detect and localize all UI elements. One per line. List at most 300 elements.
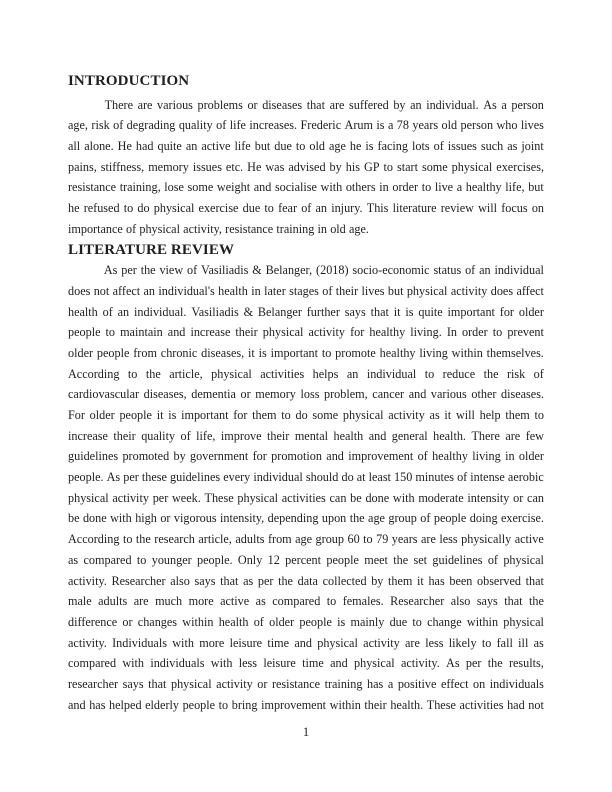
word: with — [110, 511, 132, 526]
word: that — [148, 676, 167, 691]
word: age — [295, 532, 313, 547]
word: article, — [169, 366, 203, 381]
word: and — [330, 656, 348, 671]
word: chronic — [160, 345, 198, 360]
word: people. — [197, 552, 233, 567]
word: physical — [170, 676, 212, 691]
word: or — [513, 490, 524, 505]
word: activity. — [68, 635, 107, 650]
word: older — [89, 408, 115, 423]
word: do — [341, 470, 354, 485]
word: less — [425, 635, 444, 650]
word: such — [480, 139, 504, 154]
word: issues — [447, 139, 477, 154]
word: activity — [112, 490, 149, 505]
word: has — [89, 697, 106, 712]
text-line — [68, 508, 544, 529]
word: are — [137, 97, 153, 112]
word: person — [511, 97, 544, 112]
word: or — [257, 676, 268, 691]
text-line — [68, 591, 544, 612]
word: not — [528, 697, 544, 712]
word: the — [349, 511, 365, 526]
word: has — [367, 676, 384, 691]
word: physical — [317, 635, 358, 650]
word: activity — [216, 676, 253, 691]
word: had — [135, 139, 154, 154]
text-line — [68, 198, 544, 219]
word: increase — [68, 428, 108, 443]
word: health — [218, 614, 249, 629]
word: exercise — [198, 201, 239, 216]
word: time — [302, 656, 324, 671]
word: activity. — [400, 656, 440, 671]
word: of — [487, 552, 498, 567]
word: & — [243, 304, 254, 319]
word: it — [156, 408, 164, 423]
word: but — [254, 139, 271, 154]
word: to — [424, 366, 435, 381]
word: degrading — [126, 118, 176, 133]
word: been — [449, 573, 473, 588]
text-line — [68, 157, 544, 178]
word: should — [305, 470, 339, 485]
word: joint — [521, 139, 544, 154]
word: Only — [237, 552, 263, 567]
word: changes — [137, 614, 178, 629]
word: quite — [157, 139, 182, 154]
word: their — [235, 325, 258, 340]
word: prevent — [507, 325, 544, 340]
word: These — [426, 697, 456, 712]
word: adults — [235, 532, 265, 547]
word: a — [501, 97, 507, 112]
word: people — [182, 697, 216, 712]
word: group — [388, 511, 417, 526]
text-line — [68, 695, 544, 716]
word: are — [420, 532, 436, 547]
text-line — [68, 674, 544, 695]
word: says — [344, 304, 366, 319]
word: the — [529, 594, 544, 609]
word: difference — [68, 614, 118, 629]
introduction-paragraph — [68, 95, 544, 240]
word: is — [376, 118, 385, 133]
word: and — [253, 180, 272, 195]
word: them — [388, 573, 413, 588]
word: There — [104, 97, 133, 112]
page-number: 1 — [302, 725, 310, 739]
word: health — [218, 283, 248, 298]
word: other — [471, 387, 497, 402]
text-line — [68, 136, 544, 157]
word: stiffness, — [100, 159, 145, 174]
word: due — [274, 139, 292, 154]
word: due — [389, 614, 408, 629]
text-line — [68, 633, 544, 654]
word: 60 — [347, 532, 360, 547]
word: to — [105, 325, 116, 340]
word: healthy — [465, 180, 502, 195]
word: moderate — [418, 490, 464, 505]
word: their — [267, 428, 290, 443]
word: them — [252, 408, 277, 423]
word: and — [294, 635, 312, 650]
word: memory — [255, 387, 296, 402]
word: guidelines — [432, 552, 483, 567]
word: Belanger — [257, 304, 302, 319]
word: collected — [322, 573, 367, 588]
word: every — [223, 470, 251, 485]
word: There — [471, 428, 500, 443]
word: does — [490, 283, 514, 298]
text-line — [68, 384, 544, 405]
word: 79 — [376, 532, 389, 547]
word: training, — [119, 180, 161, 195]
word: literature — [392, 201, 437, 216]
word: bring — [231, 697, 258, 712]
text-line — [68, 281, 544, 302]
text-line — [68, 612, 544, 633]
word: compared — [83, 552, 132, 567]
word: improvement — [348, 449, 414, 464]
word: with — [320, 180, 343, 195]
word: maintain — [120, 325, 163, 340]
word: 150 — [394, 470, 413, 485]
word: physical — [503, 614, 544, 629]
word: their — [364, 697, 387, 712]
word: per — [121, 263, 137, 278]
text-line — [68, 322, 544, 343]
word: the — [145, 366, 161, 381]
text-line — [68, 446, 544, 467]
word: activity — [388, 408, 425, 423]
word: also — [170, 573, 190, 588]
word: activities — [281, 490, 326, 505]
word: by — [173, 449, 186, 464]
word: quality — [178, 118, 213, 133]
word: done — [82, 511, 107, 526]
word: dementia — [191, 387, 236, 402]
word: to — [127, 366, 138, 381]
word: he — [68, 201, 80, 216]
word: per — [257, 573, 274, 588]
word: quite — [418, 304, 443, 319]
word: in — [251, 283, 261, 298]
word: of — [253, 614, 264, 629]
word: individual — [494, 263, 544, 278]
word: focus — [501, 201, 528, 216]
word: results, — [508, 656, 544, 671]
word: male — [68, 594, 92, 609]
word: In — [446, 325, 457, 340]
word: to — [281, 408, 291, 423]
word: physical — [153, 201, 195, 216]
word: and — [68, 697, 86, 712]
word: socio-economic — [352, 263, 430, 278]
word: later — [264, 283, 286, 298]
word: order — [392, 180, 419, 195]
word: an — [185, 139, 198, 154]
word: are — [329, 97, 345, 112]
word: lives — [520, 118, 544, 133]
word: help — [479, 408, 501, 423]
word: their — [113, 428, 136, 443]
word: years — [412, 118, 439, 133]
word: says — [476, 594, 498, 609]
word: an — [346, 366, 359, 381]
word: risk — [91, 118, 110, 133]
word: training — [276, 221, 315, 236]
word: that — [525, 573, 544, 588]
word: themselves. — [486, 345, 544, 360]
word: of — [533, 366, 544, 381]
word: by — [329, 159, 342, 174]
word: For — [68, 408, 85, 423]
word: ill — [518, 635, 529, 650]
word: with — [122, 656, 145, 671]
word: physical — [68, 490, 109, 505]
word: less — [439, 532, 458, 547]
word: life, — [196, 428, 216, 443]
word: This — [366, 201, 389, 216]
word: loss — [300, 387, 320, 402]
word: effect — [440, 676, 469, 691]
word: research — [154, 532, 195, 547]
word: older — [269, 614, 295, 629]
word: physical — [354, 656, 395, 671]
word: with — [172, 635, 194, 650]
word: advised — [288, 159, 326, 174]
word: He — [247, 159, 262, 174]
word: an — [410, 97, 422, 112]
word: that — [306, 97, 325, 112]
word: in — [505, 449, 515, 464]
word: intense — [470, 470, 505, 485]
word: (2018) — [316, 263, 349, 278]
word: cancer — [372, 387, 405, 402]
word: health. — [433, 428, 466, 443]
word: promote — [335, 345, 376, 360]
word: article, — [198, 532, 232, 547]
word: importance — [68, 221, 123, 236]
word: person — [460, 118, 494, 133]
word: as — [255, 594, 266, 609]
word: least — [368, 470, 391, 485]
word: memory — [148, 159, 189, 174]
text-line — [68, 364, 544, 385]
word: As — [446, 656, 460, 671]
word: & — [252, 263, 262, 278]
word: years — [391, 532, 418, 547]
word: is — [337, 614, 346, 629]
word: and — [408, 387, 427, 402]
word: also — [450, 594, 471, 609]
word: some — [421, 159, 448, 174]
word: will — [455, 408, 475, 423]
word: older — [68, 345, 94, 360]
word: individuals — [489, 676, 544, 691]
word: review — [440, 201, 474, 216]
word: he — [349, 139, 362, 154]
word: lots — [412, 139, 430, 154]
word: week. — [172, 490, 201, 505]
word: depending — [267, 511, 319, 526]
word: As — [103, 263, 118, 278]
text-line — [68, 550, 544, 571]
word: important — [181, 408, 229, 423]
word: activity. — [68, 573, 107, 588]
text-line — [68, 653, 544, 674]
word: old — [309, 139, 325, 154]
word: old — [441, 118, 458, 133]
word: a — [387, 118, 394, 133]
word: people — [433, 511, 467, 526]
word: more — [188, 594, 214, 609]
word: it — [417, 573, 424, 588]
word: intensity, — [220, 511, 265, 526]
word: fall — [496, 635, 513, 650]
word: healthy — [379, 345, 416, 360]
word: few — [525, 428, 544, 443]
word: people. — [68, 470, 104, 485]
word: refused — [83, 201, 120, 216]
word: of — [457, 470, 468, 485]
text-line — [68, 343, 544, 364]
word: These — [204, 490, 234, 505]
word: an — [479, 263, 491, 278]
word: it — [444, 408, 452, 423]
word: to — [321, 345, 332, 360]
word: per — [152, 490, 169, 505]
word: GP — [363, 159, 380, 174]
word: as — [429, 408, 440, 423]
word: but — [528, 180, 544, 195]
word: an — [315, 201, 328, 216]
word: 78 — [396, 118, 409, 133]
word: is — [258, 345, 267, 360]
word: various — [157, 97, 193, 112]
word: age. — [348, 221, 369, 236]
word: resistance — [225, 221, 274, 236]
word: According — [68, 366, 120, 381]
word: increases. — [249, 118, 298, 133]
word: guidelines — [170, 470, 221, 485]
word: further — [306, 304, 340, 319]
word: suffered — [349, 97, 389, 112]
word: by — [371, 573, 384, 588]
word: life, — [505, 180, 525, 195]
word: and — [368, 428, 387, 443]
word: to — [295, 139, 306, 154]
word: at — [356, 470, 366, 485]
word: group — [315, 532, 344, 547]
word: promotion — [271, 449, 322, 464]
word: has — [428, 573, 445, 588]
word: live — [434, 180, 454, 195]
word: affect — [112, 283, 141, 298]
word: or — [247, 97, 258, 112]
word: pains, — [68, 159, 97, 174]
word: various — [430, 387, 467, 402]
word: physical — [262, 325, 304, 340]
text-line — [68, 302, 544, 323]
word: do — [295, 408, 308, 423]
word: exercises, — [496, 159, 544, 174]
word: of — [216, 118, 227, 133]
word: on — [531, 201, 544, 216]
section-heading-introduction: INTRODUCTION — [68, 73, 190, 89]
word: activity — [450, 283, 488, 298]
word: to — [122, 532, 133, 547]
word: on — [473, 676, 486, 691]
word: all — [68, 139, 81, 154]
word: much — [155, 594, 183, 609]
word: for — [252, 449, 267, 464]
word: health — [68, 304, 98, 319]
word: of — [113, 118, 124, 133]
word: He — [117, 139, 132, 154]
word: them — [505, 408, 530, 423]
word: of — [322, 283, 333, 298]
word: health — [333, 428, 364, 443]
word: intensity — [467, 490, 510, 505]
word: life — [234, 139, 251, 154]
word: healthy — [432, 449, 468, 464]
word: Vasiliadis — [201, 263, 249, 278]
word: an — [143, 283, 156, 298]
word: his — [345, 159, 360, 174]
word: to — [136, 552, 147, 567]
word: and — [326, 449, 344, 464]
word: but — [387, 283, 404, 298]
word: important — [270, 345, 318, 360]
word: mainly — [350, 614, 385, 629]
word: weight — [216, 180, 251, 195]
word: is — [365, 139, 374, 154]
word: meet — [364, 552, 388, 567]
word: general — [391, 428, 428, 443]
word: age — [368, 511, 385, 526]
word: or — [160, 511, 171, 526]
word: As — [483, 97, 497, 112]
word: younger — [151, 552, 192, 567]
word: compared — [272, 594, 321, 609]
word: physical — [406, 283, 448, 298]
word: increase — [190, 325, 231, 340]
word: leisure — [263, 656, 296, 671]
word: living. — [410, 325, 442, 340]
word: of — [301, 201, 312, 216]
word: for — [499, 304, 514, 319]
word: people — [96, 345, 130, 360]
word: 12 — [267, 552, 280, 567]
word: from — [267, 532, 292, 547]
word: says — [194, 573, 216, 588]
word: government — [190, 449, 249, 464]
word: aerobic — [507, 470, 544, 485]
word: improvement — [261, 697, 327, 712]
word: individuals — [150, 656, 205, 671]
word: physical — [451, 159, 493, 174]
word: their — [335, 283, 359, 298]
word: some — [312, 408, 339, 423]
word: it — [393, 304, 401, 319]
word: can — [527, 490, 544, 505]
word: helps — [312, 366, 339, 381]
word: not — [93, 283, 110, 298]
word: activity, — [183, 221, 222, 236]
